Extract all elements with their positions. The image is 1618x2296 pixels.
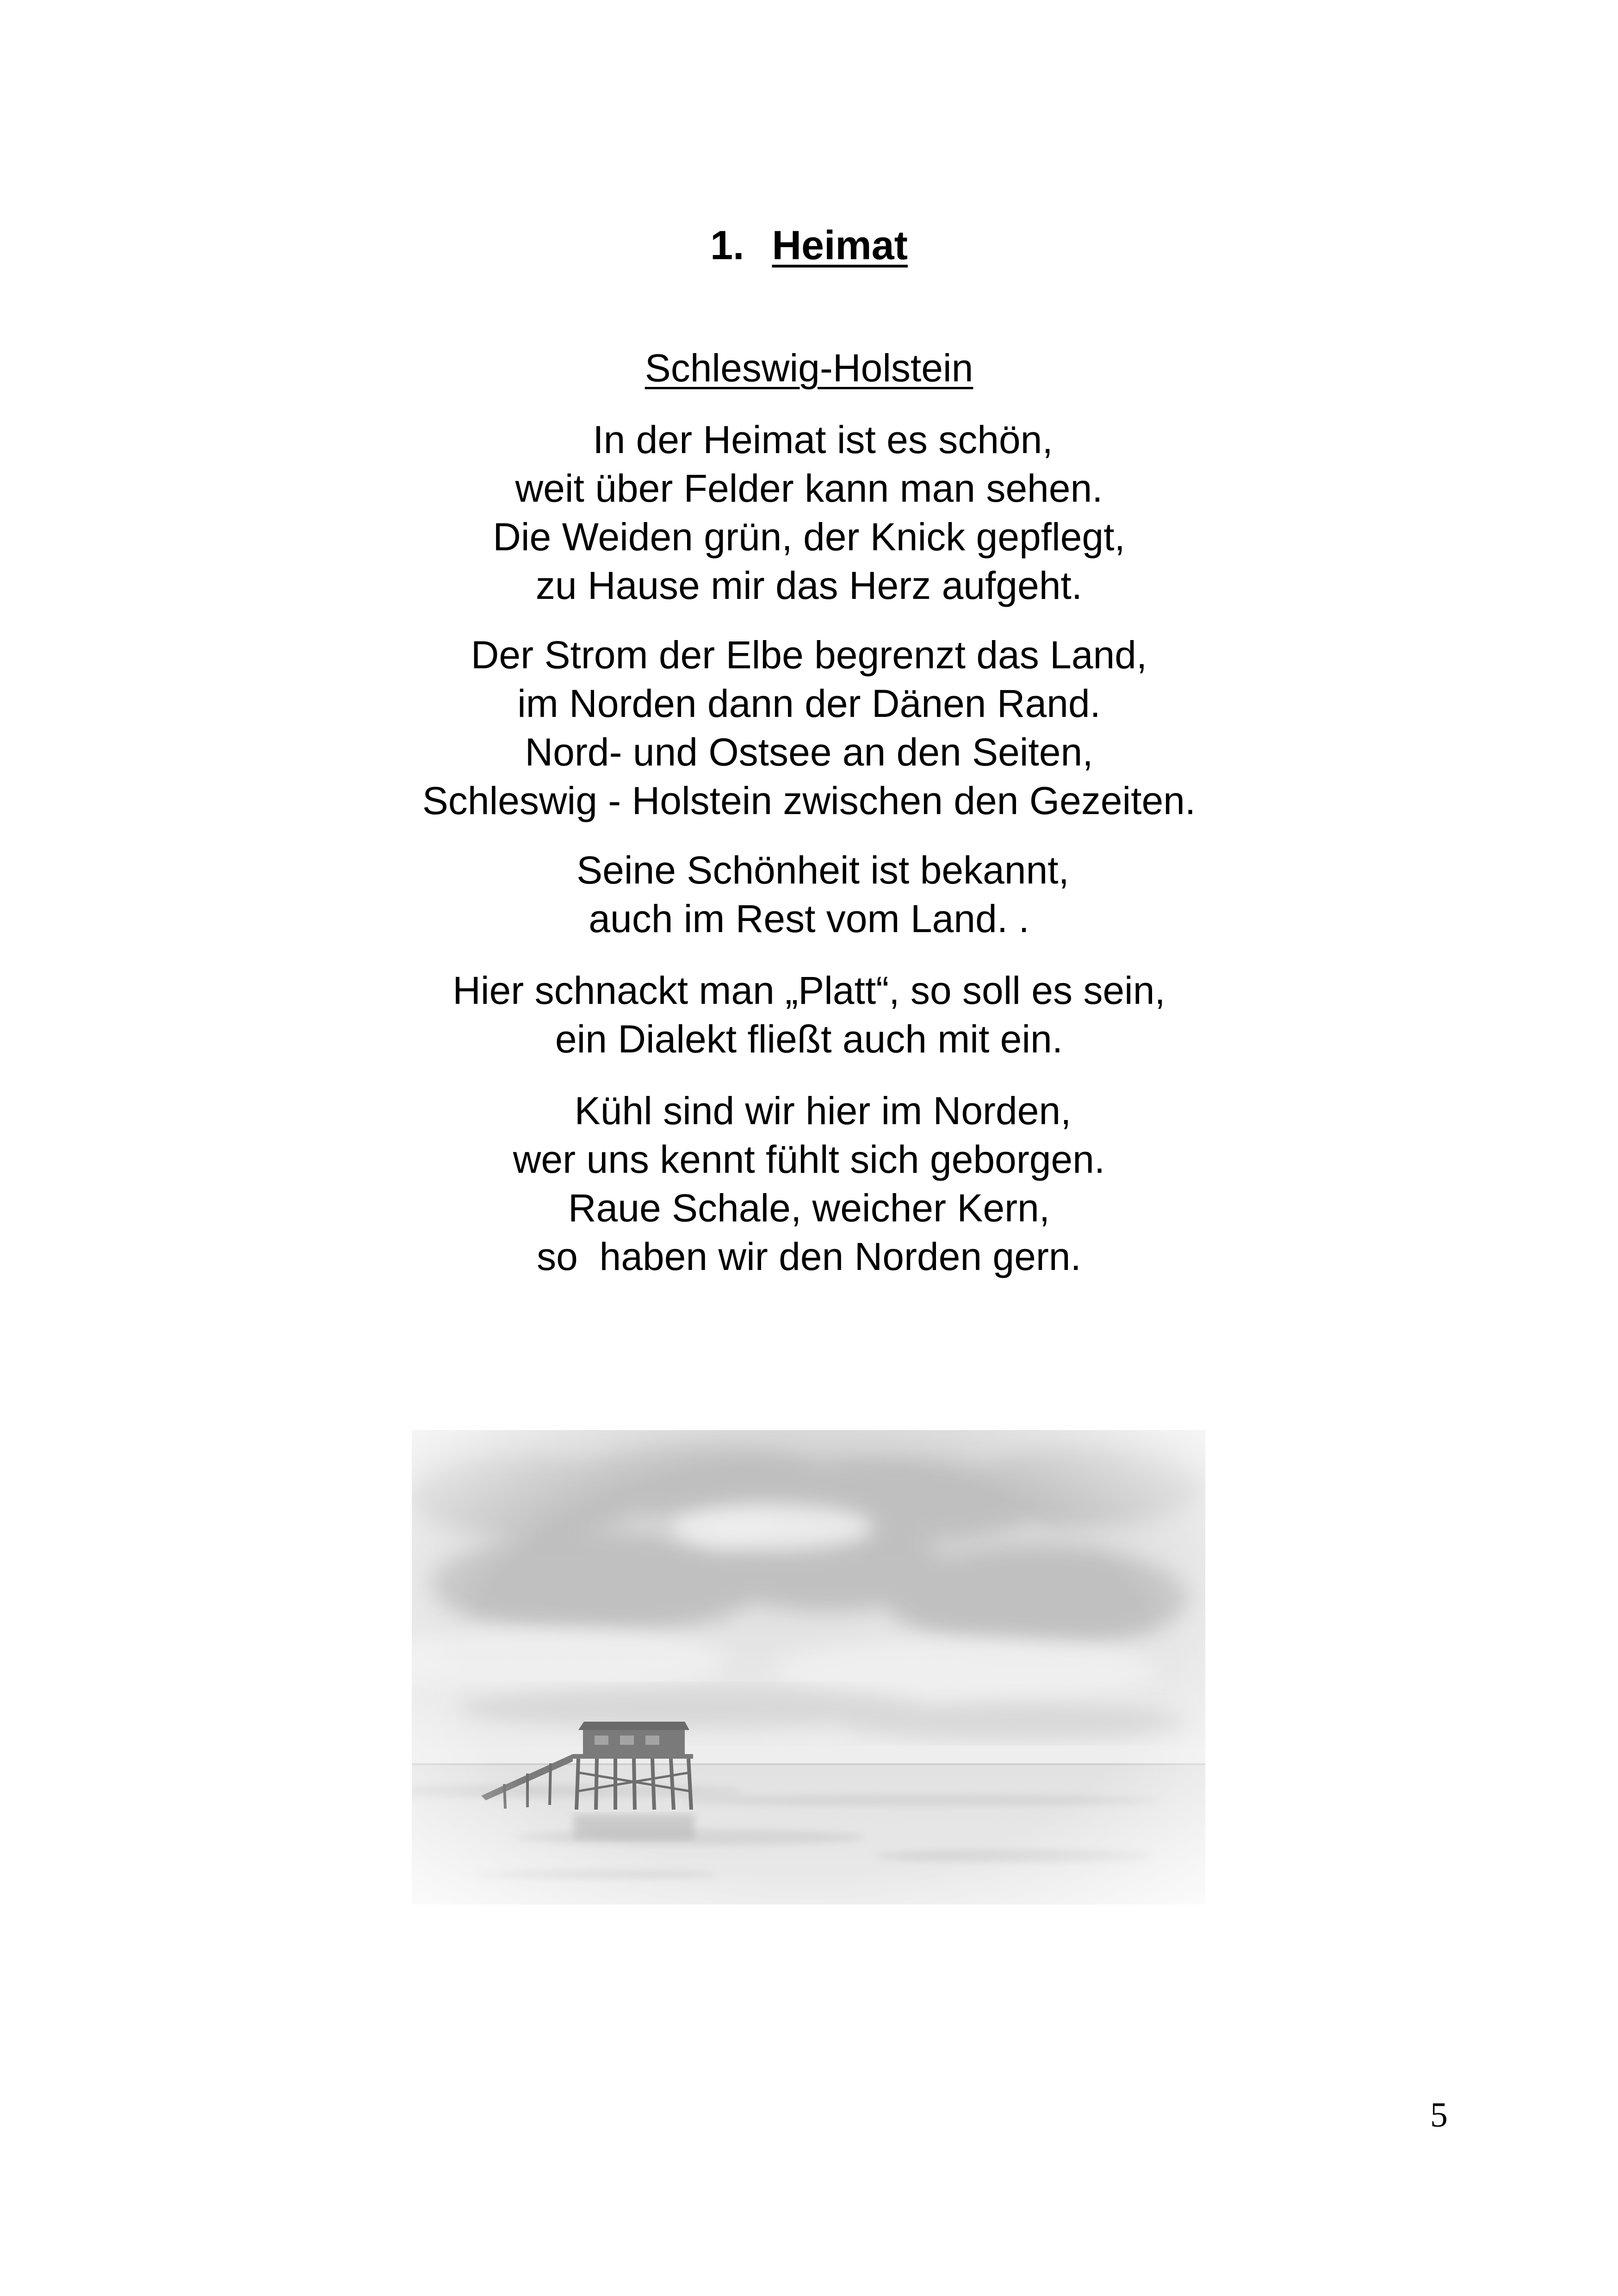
poem-line: auch im Rest vom Land. . (589, 897, 1029, 940)
poem-line: wer uns kennt fühlt sich geborgen. (513, 1138, 1105, 1181)
poem-line: weit über Felder kann man sehen. (515, 467, 1103, 510)
poem-line: zu Hause mir das Herz aufgeht. (535, 564, 1083, 607)
poem-title: Schleswig-Holstein (645, 346, 973, 390)
poem-line: so haben wir den Norden gern. (537, 1235, 1081, 1278)
poem-line: Schleswig - Holstein zwischen den Gezeiten. (422, 779, 1196, 822)
page-number: 5 (1430, 2096, 1448, 2134)
poem-line: im Norden dann der Dänen Rand. (517, 682, 1101, 725)
chapter-title: Heimat (772, 222, 908, 268)
stilt-house-photo (412, 1430, 1205, 1904)
poem-line: Raue Schale, weicher Kern, (568, 1186, 1050, 1230)
poem-line: Kühl sind wir hier im Norden, (574, 1089, 1072, 1132)
poem-line: Die Weiden grün, der Knick gepflegt, (493, 515, 1125, 559)
poem-line: Der Strom der Elbe begrenzt das Land, (471, 633, 1147, 677)
chapter-number: 1. (710, 222, 744, 268)
chapter-heading (0, 218, 1618, 273)
poem-line: Nord- und Ostsee an den Seiten, (525, 730, 1093, 774)
poem-line: ein Dialekt fließt auch mit ein. (555, 1017, 1063, 1061)
poem-line: In der Heimat ist es schön, (593, 418, 1053, 461)
poem-line: Seine Schönheit ist bekannt, (577, 848, 1069, 892)
poem-line: Hier schnackt man „Platt“, so soll es sein, (453, 969, 1165, 1012)
